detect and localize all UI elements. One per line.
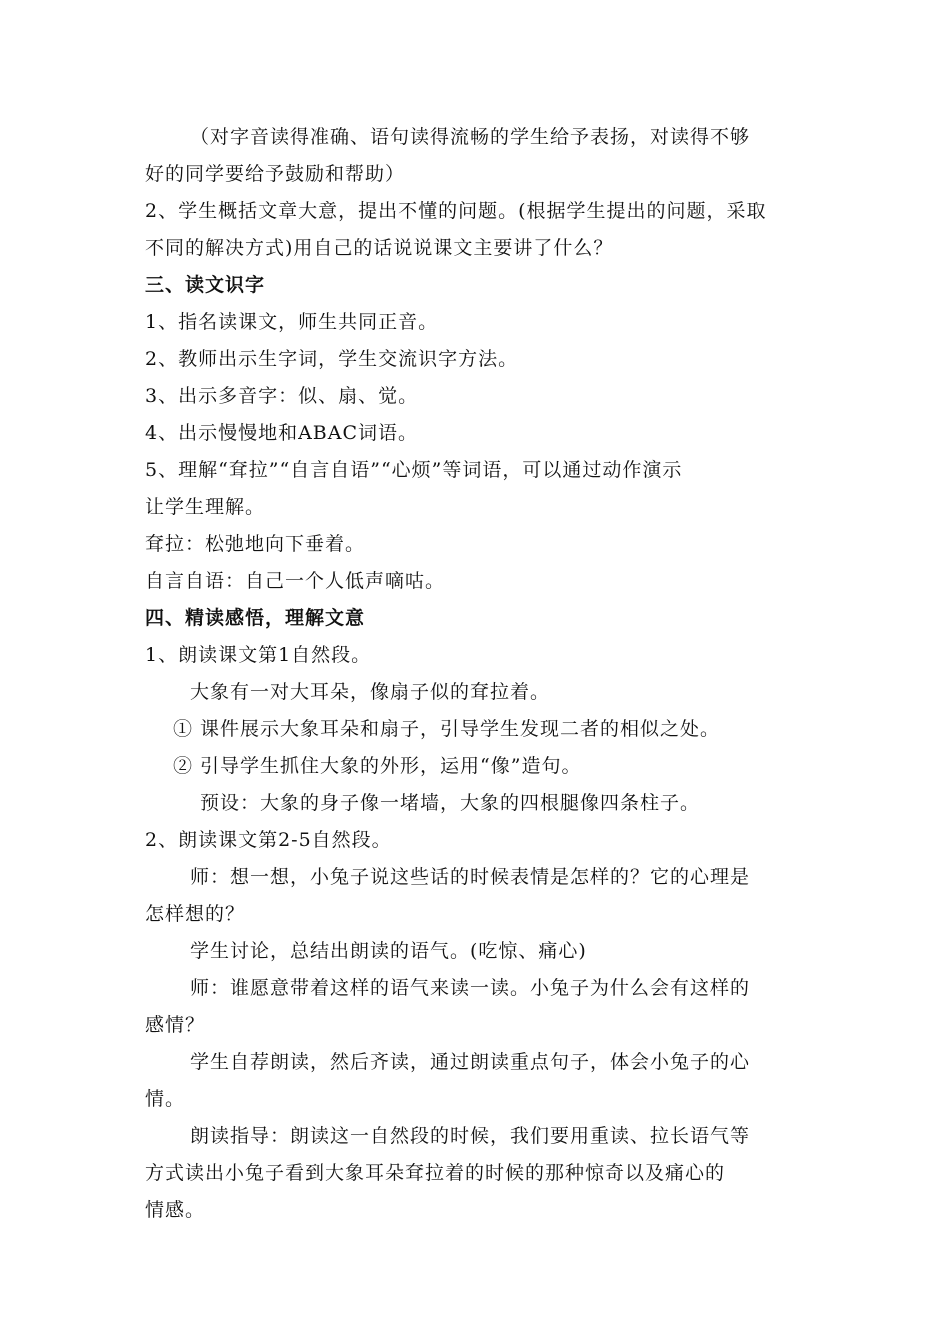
text-line: 5、理解“耷拉”“自言自语”“心烦”等词语，可以通过动作演示 bbox=[145, 459, 683, 481]
text-line: 朗读指导：朗读这一自然段的时候，我们要用重读、拉长语气等 bbox=[190, 1125, 751, 1147]
text-line: （对字音读得准确、语句读得流畅的学生给予表扬，对读得不够 bbox=[190, 126, 751, 148]
text-line: 让学生理解。 bbox=[145, 496, 266, 518]
text-line: 自言自语：自己一个人低声嘀咕。 bbox=[145, 570, 446, 592]
text-line: 师：谁愿意带着这样的语气来读一读。小兔子为什么会有这样的 bbox=[190, 977, 751, 999]
text-line: 1、指名读课文，师生共同正音。 bbox=[145, 311, 439, 333]
text-line: 感情？ bbox=[145, 1014, 206, 1036]
text-line: 学生自荐朗读，然后齐读，通过朗读重点句子，体会小兔子的心 bbox=[190, 1051, 751, 1073]
text-line: 3、出示多音字：似、扇、觉。 bbox=[145, 385, 419, 407]
text-line: 师：想一想，小兔子说这些话的时候表情是怎样的？它的心理是 bbox=[190, 866, 751, 888]
text-line: 4、出示慢慢地和ABAC词语。 bbox=[145, 422, 419, 444]
text-line: 2、学生概括文章大意，提出不懂的问题。(根据学生提出的问题，采取 bbox=[145, 200, 767, 222]
section-heading: 三、读文识字 bbox=[145, 274, 266, 296]
text-line: 1、朗读课文第1自然段。 bbox=[145, 644, 372, 666]
text-line: 学生讨论，总结出朗读的语气。(吃惊、痛心) bbox=[190, 940, 587, 962]
section-heading: 四、精读感悟，理解文意 bbox=[145, 607, 366, 629]
text-line: 好的同学要给予鼓励和帮助） bbox=[145, 163, 406, 185]
text-line: 不同的解决方式)用自己的话说说课文主要讲了什么？ bbox=[145, 237, 614, 259]
text-line: ① 课件展示大象耳朵和扇子，引导学生发现二者的相似之处。 bbox=[173, 718, 721, 740]
text-line: 2、朗读课文第2-5自然段。 bbox=[145, 829, 392, 851]
text-line: 怎样想的？ bbox=[145, 903, 246, 925]
text-line: 大象有一对大耳朵，像扇子似的耷拉着。 bbox=[190, 681, 551, 703]
text-line: 耷拉：松弛地向下垂着。 bbox=[145, 533, 366, 555]
text-line: 情。 bbox=[145, 1088, 186, 1110]
text-line: 情感。 bbox=[145, 1199, 206, 1221]
text-line: 方式读出小兔子看到大象耳朵耷拉着的时候的那种惊奇以及痛心的 bbox=[145, 1162, 726, 1184]
text-line: ② 引导学生抓住大象的外形，运用“像”造句。 bbox=[173, 755, 582, 777]
text-line: 2、教师出示生字词，学生交流识字方法。 bbox=[145, 348, 519, 370]
text-line: 预设：大象的身子像一堵墙，大象的四根腿像四条柱子。 bbox=[200, 792, 701, 814]
